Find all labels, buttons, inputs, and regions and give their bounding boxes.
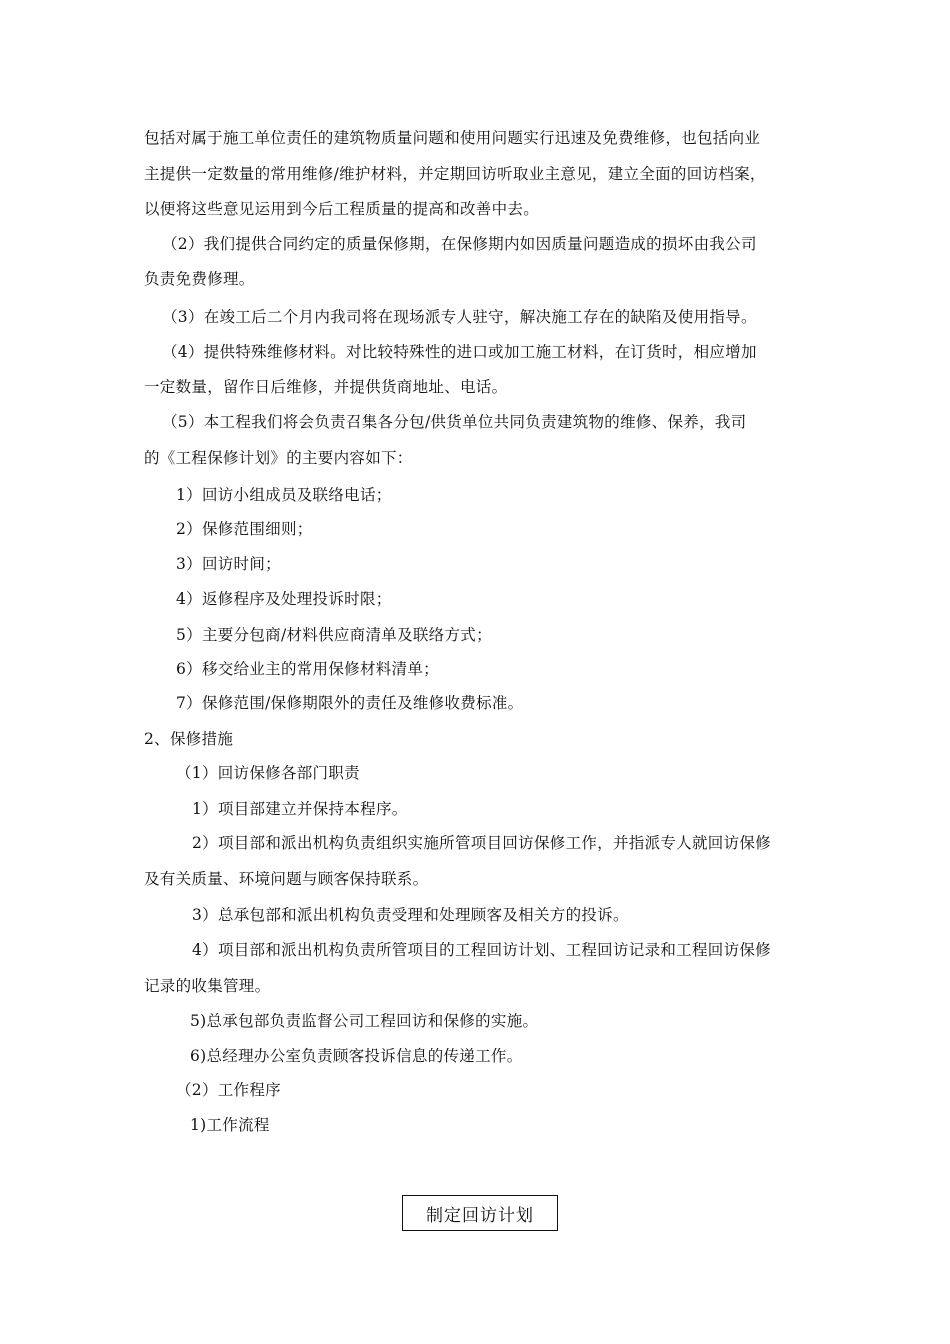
list-item: 5)总承包部负责监督公司工程回访和保修的实施。 xyxy=(190,1012,539,1030)
list-item: 7）保修范围/保修期限外的责任及维修收费标准。 xyxy=(176,694,524,712)
paragraph-line: （2）我们提供合同约定的质量保修期，在保修期内如因质量问题造成的损坏由我公司 xyxy=(162,235,757,253)
list-item: 3）回访时间； xyxy=(176,555,281,573)
list-item: 4）返修程序及处理投诉时限； xyxy=(176,590,392,608)
section-heading: 2、保修措施 xyxy=(144,730,234,748)
subsection-heading: （1）回访保修各部门职责 xyxy=(176,764,360,782)
list-item: 1)工作流程 xyxy=(190,1116,270,1134)
subsection-heading: （2）工作程序 xyxy=(176,1081,281,1099)
paragraph-line: （5）本工程我们将会负责召集各分包/供货单位共同负责建筑物的维修、保养，我司 xyxy=(162,413,747,431)
paragraph-line: 的《工程保修计划》的主要内容如下： xyxy=(144,449,413,467)
paragraph-line: 记录的收集管理。 xyxy=(144,977,271,995)
list-item: 6)总经理办公室负责顾客投诉信息的传递工作。 xyxy=(190,1047,523,1065)
list-item: 6）移交给业主的常用保修材料清单； xyxy=(176,660,439,678)
flowchart-box xyxy=(402,1195,558,1231)
paragraph-line: （4）提供特殊维修材料。对比较特殊性的进口或加工施工材料，在订货时，相应增加 xyxy=(162,343,757,361)
paragraph-line: 负责免费修理。 xyxy=(144,270,255,288)
paragraph-line: 及有关质量、环境问题与顾客保持联系。 xyxy=(144,870,429,888)
paragraph-line: 一定数量，留作日后维修，并提供货商地址、电话。 xyxy=(144,378,508,396)
list-item: 1）回访小组成员及联络电话； xyxy=(176,486,392,504)
list-item: 1）项目部建立并保持本程序。 xyxy=(192,800,408,818)
list-item: 2）项目部和派出机构负责组织实施所管项目回访保修工作，并指派专人就回访保修 xyxy=(192,834,771,852)
list-item: 2）保修范围细则； xyxy=(176,520,313,538)
list-item: 5）主要分包商/材料供应商清单及联络方式； xyxy=(176,626,492,644)
paragraph-line: 以便将这些意见运用到今后工程质量的提高和改善中去。 xyxy=(144,200,540,218)
paragraph-line: 主提供一定数量的常用维修/维护材料，并定期回访听取业主意见，建立全面的回访档案， xyxy=(144,165,766,183)
list-item: 4）项目部和派出机构负责所管项目的工程回访计划、工程回访记录和工程回访保修 xyxy=(192,941,771,959)
paragraph-line: （3）在竣工后二个月内我司将在现场派专人驻守，解决施工存在的缺陷及使用指导。 xyxy=(162,308,757,326)
paragraph-line: 包括对属于施工单位责任的建筑物质量问题和使用问题实行迅速及免费维修，也包括向业 xyxy=(144,129,761,147)
list-item: 3）总承包部和派出机构负责受理和处理顾客及相关方的投诉。 xyxy=(192,906,629,924)
flowchart-box-label: 制定回访计划 xyxy=(426,1205,534,1226)
